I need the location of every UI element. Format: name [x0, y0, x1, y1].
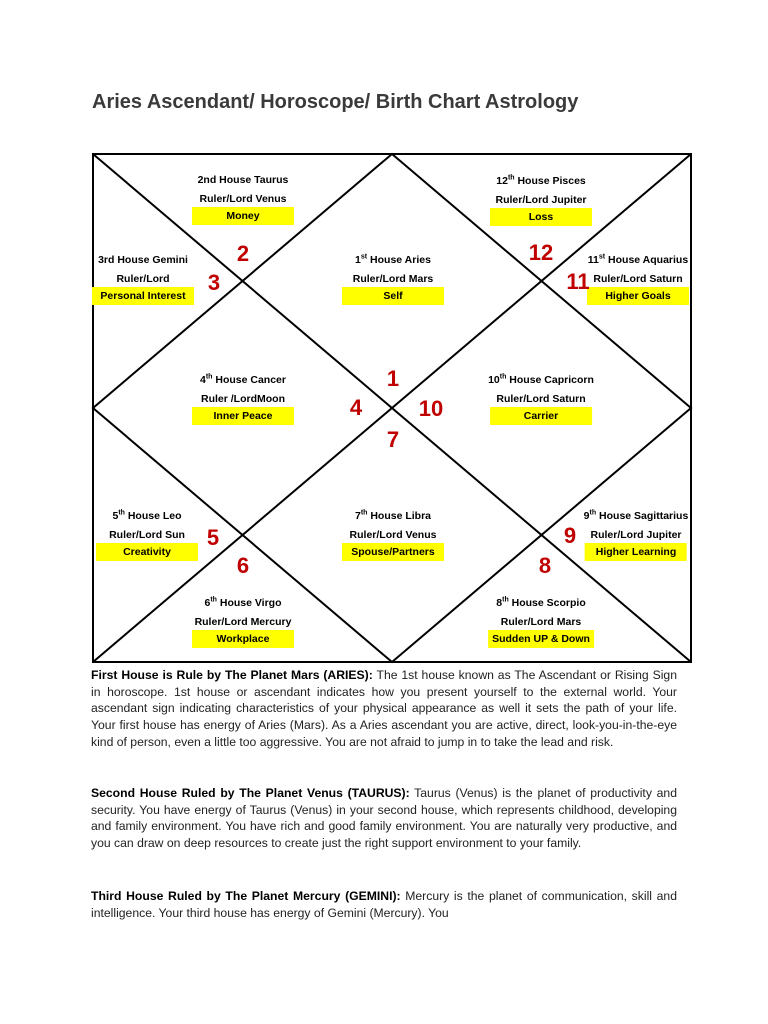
- house-5-ruler: Ruler/Lord Sun: [109, 529, 185, 541]
- paragraph-third-house: [91, 888, 677, 921]
- house-7-box: [342, 510, 444, 561]
- house-number-4: 4: [349, 395, 363, 420]
- house-12-theme: Loss: [490, 208, 592, 226]
- house-8-ruler: Ruler/Lord Mars: [500, 616, 582, 628]
- house-2-ruler: Ruler/Lord Venus: [199, 193, 287, 205]
- house-number-7: 7: [386, 427, 400, 452]
- house-10-box: [488, 374, 594, 425]
- house-6-title: 6th House Virgo: [204, 596, 282, 609]
- house-5-box: [96, 510, 198, 561]
- paragraph-first-house: [91, 667, 677, 751]
- house-2-theme: Money: [192, 207, 294, 225]
- house-12-ruler: Ruler/Lord Jupiter: [495, 194, 587, 206]
- house-6-box: [192, 597, 294, 648]
- house-8-theme: Sudden UP & Down: [488, 630, 594, 648]
- paragraph-third-house-heading: Third House Ruled by The Planet Mercury (GEMINI):: [91, 889, 401, 903]
- house-3-theme: Personal Interest: [92, 287, 194, 305]
- house-6-ruler: Ruler/Lord Mercury: [194, 616, 292, 628]
- house-5-theme: Creativity: [96, 543, 198, 561]
- house-4-theme: Inner Peace: [192, 407, 294, 425]
- paragraph-second-house-body: Taurus (Venus) is the planet of productivity and security. You have energy of Taurus (Venus) in your second house, which represents childhood, developing and family environment. You have rich and good family environment. You are naturally very productive, and you can draw on deep resources to create just the right support environment to your family.: [91, 786, 677, 851]
- house-7-title: 7th House Libra: [354, 509, 432, 522]
- paragraph-third-house-body: Mercury is the planet of communication, skill and intelligence. Your third house has energy of Gemini (Mercury). You: [91, 889, 677, 920]
- house-1-ruler: Ruler/Lord Mars: [352, 273, 434, 285]
- house-11-title: 11st House Aquarius: [587, 253, 689, 266]
- house-9-ruler: Ruler/Lord Jupiter: [590, 529, 682, 541]
- house-1-box: [342, 254, 444, 305]
- paragraph-first-house-heading: First House is Rule by The Planet Mars (ARIES):: [91, 668, 373, 682]
- house-12-title: 12th House Pisces: [496, 174, 586, 187]
- house-11-ruler: Ruler/Lord Saturn: [593, 273, 683, 285]
- house-4-ruler: Ruler /LordMoon: [201, 393, 285, 405]
- house-number-11: 11: [566, 269, 590, 294]
- page-title: Aries Ascendant/ Horoscope/ Birth Chart Astrology: [92, 91, 579, 113]
- house-8-box: [488, 597, 594, 648]
- house-10-ruler: Ruler/Lord Saturn: [496, 393, 586, 405]
- house-10-title: 10th House Capricorn: [488, 373, 594, 386]
- house-1-title: 1st House Aries: [355, 253, 431, 266]
- house-6-theme: Workplace: [192, 630, 294, 648]
- paragraph-first-house-body: The 1st house known as The Ascendant or Rising Sign in horoscope. 1st house or ascendant indicates how you present yourself to the external world. Your ascendant sign indicating characteristics of your physical appearance as well it sets the path of your life. Your first house has energy of Aries (Mars). As a Aries ascendant you are active, direct, look-you-in-the-eye kind of person, even a little too aggressive. You are not afraid to jump in to take the lead and risk.: [91, 668, 677, 749]
- house-number-6: 6: [236, 553, 250, 578]
- house-3-box: [92, 254, 194, 305]
- house-9-theme: Higher Learning: [585, 543, 687, 561]
- house-9-title: 9th House Sagittarius: [583, 509, 689, 522]
- house-number-9: 9: [563, 523, 577, 548]
- house-7-theme: Spouse/Partners: [342, 543, 444, 561]
- house-2-box: [192, 174, 294, 225]
- house-11-theme: Higher Goals: [587, 287, 689, 305]
- house-7-ruler: Ruler/Lord Venus: [349, 529, 437, 541]
- house-number-2: 2: [236, 241, 250, 266]
- house-12-box: [490, 175, 592, 226]
- house-5-title: 5th House Leo: [112, 509, 182, 522]
- house-4-title: 4th House Cancer: [200, 373, 286, 386]
- house-3-title: 3rd House Gemini: [98, 254, 188, 266]
- house-number-3: 3: [207, 270, 221, 295]
- house-3-ruler: Ruler/Lord: [116, 273, 170, 285]
- house-number-10: 10: [418, 396, 444, 421]
- paragraph-second-house: [91, 785, 677, 852]
- house-number-12: 12: [528, 240, 554, 265]
- paragraph-second-house-heading: Second House Ruled by The Planet Venus (TAURUS):: [91, 786, 410, 800]
- house-11-box: [587, 254, 689, 305]
- house-number-5: 5: [206, 525, 220, 550]
- house-8-title: 8th House Scorpio: [496, 596, 586, 609]
- house-2-title: 2nd House Taurus: [197, 174, 289, 186]
- house-9-box: [584, 510, 689, 561]
- house-number-1: 1: [386, 366, 400, 391]
- house-10-theme: Carrier: [490, 407, 592, 425]
- house-4-box: [192, 374, 294, 425]
- house-number-8: 8: [538, 553, 552, 578]
- house-1-theme: Self: [342, 287, 444, 305]
